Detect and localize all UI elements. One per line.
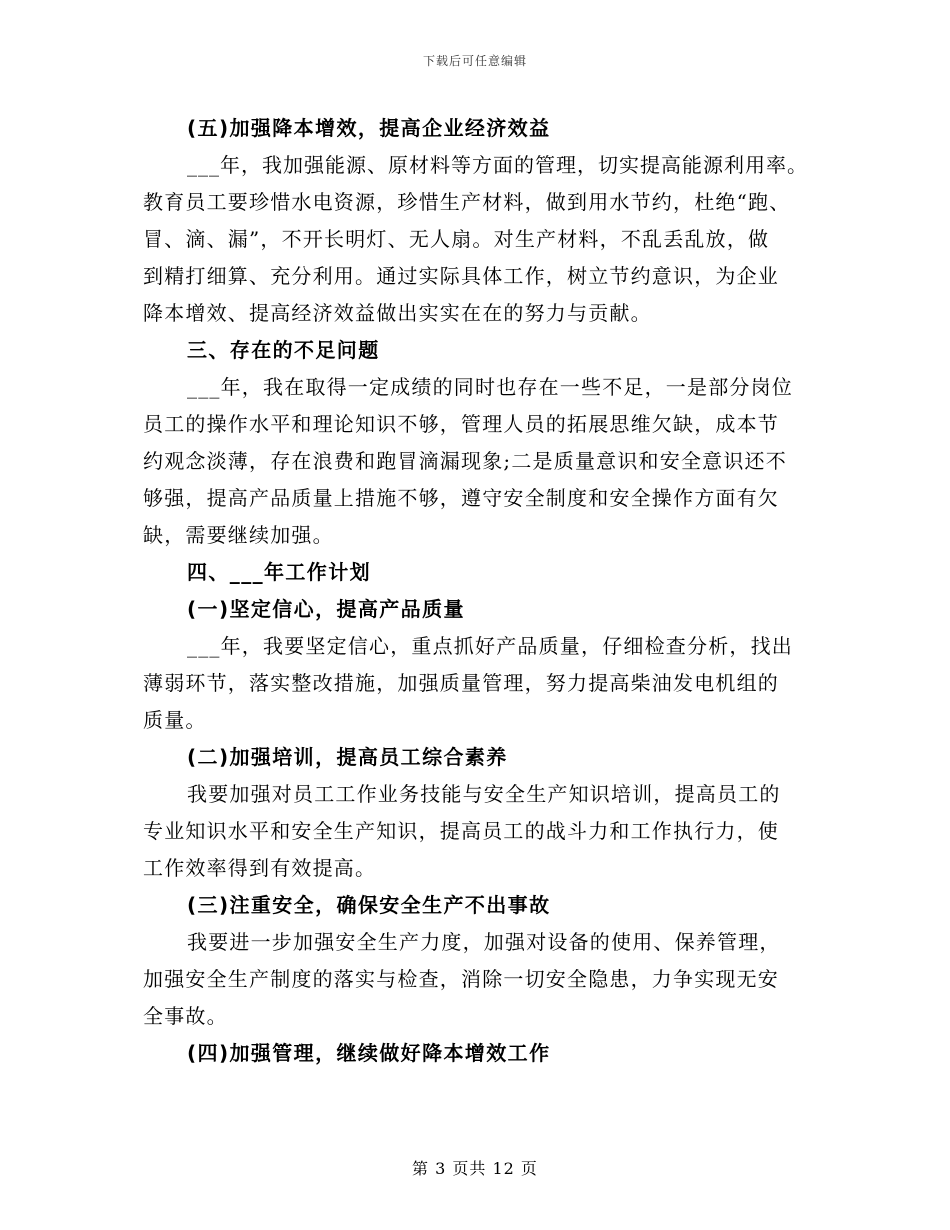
paragraph-line: 我要进一步加强安全生产力度，加强对设备的使用、保养管理， (187, 930, 781, 954)
paragraph-line: 专业知识水平和安全生产知识，提高员工的战斗力和工作执行力，使 (143, 819, 779, 843)
document-body (143, 110, 813, 1072)
paragraph-line: 够强，提高产品质量上措施不够，遵守安全制度和安全操作方面有欠 (143, 486, 779, 510)
paragraph-line: 薄弱环节，落实整改措施，加强质量管理，努力提高柴油发电机组的 (143, 671, 779, 695)
section-heading: (一)坚定信心，提高产品质量 (187, 597, 465, 621)
section-heading: (三)注重安全，确保安全生产不出事故 (187, 893, 551, 917)
paragraph-line: 质量。 (143, 708, 207, 732)
page-header: 下载后可任意编辑 (422, 54, 527, 68)
paragraph-line: 加强安全生产制度的落实与检查，消除一切安全隐患，力争实现无安 (143, 967, 779, 991)
section-heading: 三、存在的不足问题 (187, 338, 380, 362)
section-heading: (二)加强培训，提高员工综合素养 (187, 745, 508, 769)
paragraph-line: ___年，我在取得一定成绩的同时也存在一些不足，一是部分岗位 (187, 375, 793, 399)
paragraph-line: 员工的操作水平和理论知识不够，管理人员的拓展思维欠缺，成本节 (143, 412, 779, 436)
paragraph-line: ___年，我加强能源、原材料等方面的管理，切实提高能源利用率。 (187, 153, 808, 177)
paragraph-line: 我要加强对员工工作业务技能与安全生产知识培训，提高员工的 (187, 782, 781, 806)
paragraph-line: 工作效率得到有效提高。 (143, 856, 377, 880)
page-footer: 第 3 页共 12 页 (412, 1159, 538, 1178)
paragraph-line: 全事故。 (143, 1004, 228, 1028)
paragraph-line: 降本增效、提高经济效益做出实实在在的努力与贡献。 (143, 301, 652, 325)
section-heading: (四)加强管理，继续做好降本增效工作 (187, 1041, 551, 1065)
paragraph-line: 冒、滴、漏”，不开长明灯、无人扇。对生产材料，不乱丢乱放，做 (143, 227, 770, 251)
paragraph-line: ___年，我要坚定信心，重点抓好产品质量，仔细检查分析，找出 (187, 634, 793, 658)
section-heading: 四、___年工作计划 (187, 560, 371, 584)
paragraph-line: 缺，需要继续加强。 (143, 523, 334, 547)
paragraph-line: 教育员工要珍惜水电资源，珍惜生产材料，做到用水节约，杜绝“跑、 (143, 190, 791, 214)
paragraph-line: 约观念淡薄，存在浪费和跑冒滴漏现象;二是质量意识和安全意识还不 (143, 449, 787, 473)
paragraph-line: 到精打细算、充分利用。通过实际具体工作，树立节约意识，为企业 (143, 264, 779, 288)
section-heading: (五)加强降本增效，提高企业经济效益 (187, 116, 551, 140)
